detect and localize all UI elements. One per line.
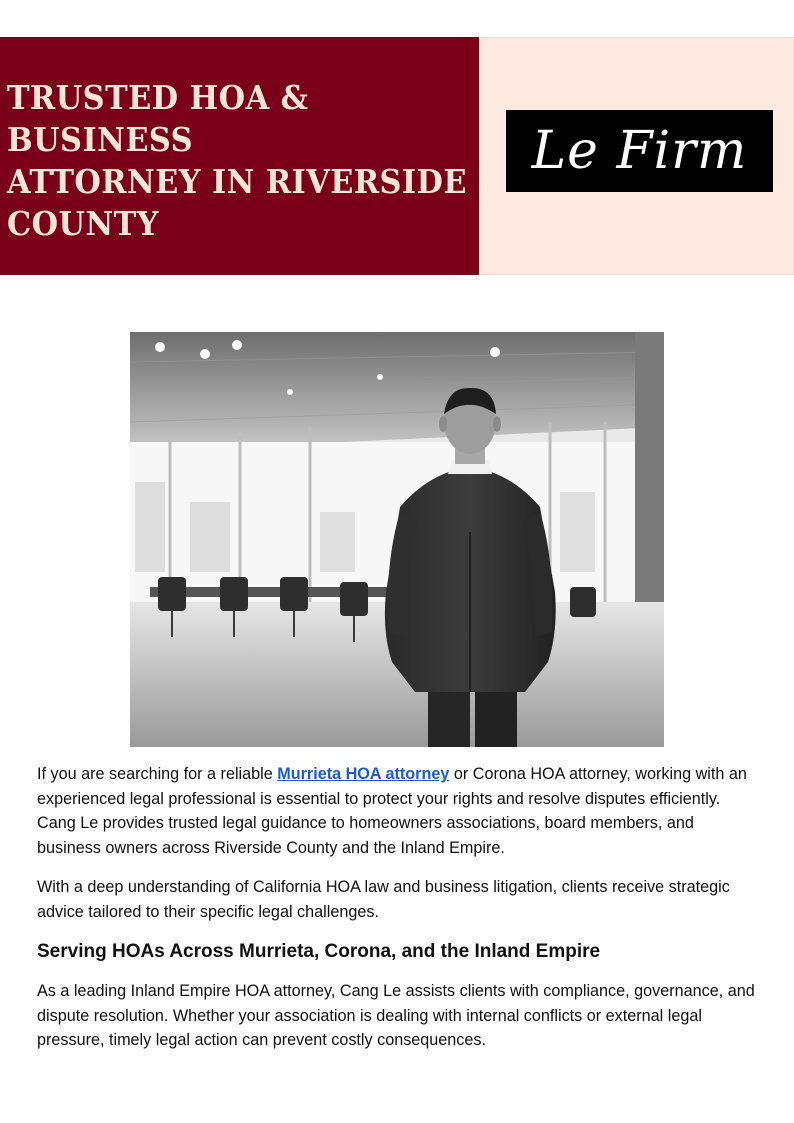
murrieta-hoa-attorney-link[interactable]: Murrieta HOA attorney <box>277 765 450 783</box>
businessman-office-illustration <box>130 332 664 747</box>
services-paragraph: As a leading Inland Empire HOA attorney, Cang Le assists clients with compliance, governance, and dispute resolution. Whether your association is dealing with internal conflicts or external legal pressure, timely legal action can prevent costly consequences. <box>37 982 755 1049</box>
title-line-2: ATTORNEY IN RIVERSIDE <box>7 162 467 201</box>
hero-photo <box>130 332 664 747</box>
intro-paragraph <box>37 762 757 860</box>
intro-text-after: or Corona HOA attorney, working with an experienced legal professional is essential to protect your rights and resolve disputes efficiently. Cang Le provides trusted legal guidance to homeowners associations, board members, and business owners across Riverside County and the Inland Empire. <box>37 765 747 857</box>
page-header <box>0 37 794 275</box>
header-title-panel <box>0 37 479 275</box>
article-body <box>37 762 757 1068</box>
firm-logo <box>506 110 773 192</box>
title-line-3: COUNTY <box>7 204 159 243</box>
page-title <box>7 77 467 245</box>
logo-text: Le Firm <box>531 121 748 181</box>
title-line-1: TRUSTED HOA & BUSINESS <box>7 78 309 159</box>
section-heading: Serving HOAs Across Murrieta, Corona, and the Inland Empire <box>37 941 601 962</box>
logo-panel <box>479 37 794 275</box>
expertise-paragraph: With a deep understanding of California HOA law and business litigation, clients receive strategic advice tailored to their specific legal challenges. <box>37 878 730 921</box>
intro-text-before: If you are searching for a reliable <box>37 765 278 783</box>
